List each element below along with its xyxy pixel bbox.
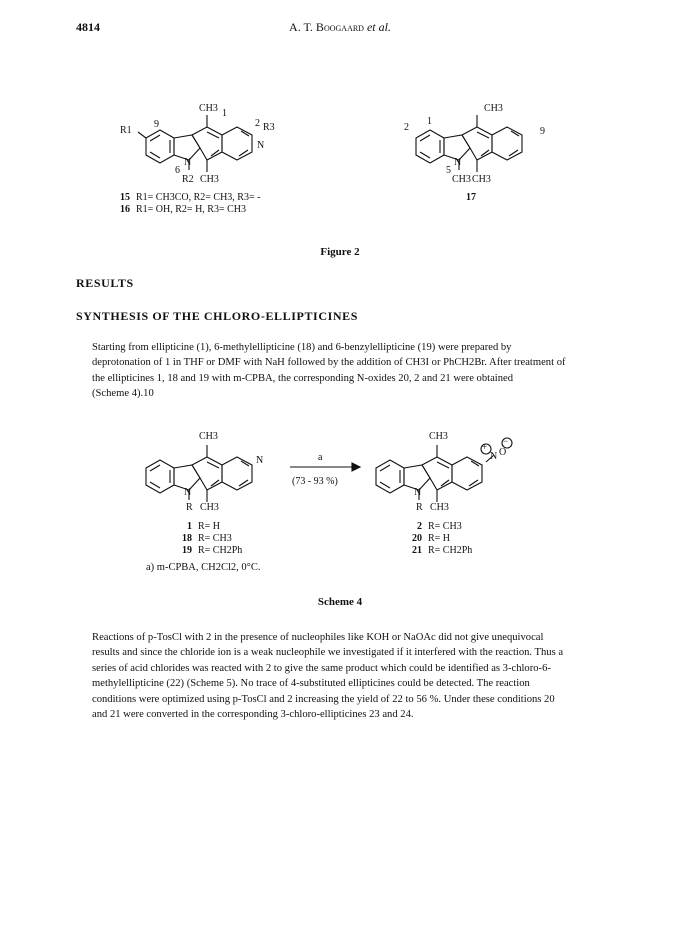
compound-19-number: 19 xyxy=(182,545,192,556)
scheme4-yield: (73 - 93 %) xyxy=(292,476,338,487)
compound-1-number: 1 xyxy=(187,521,192,532)
scheme4-product-structure xyxy=(376,438,512,502)
label-17-ch3-a: CH3 xyxy=(452,174,471,185)
compound-21-number: 21 xyxy=(412,545,422,556)
compound-20-number: 20 xyxy=(412,533,422,544)
scheme4-reagent-note: a) m-CPBA, CH2Cl2, 0°C. xyxy=(146,562,261,573)
scheme4-right-r: R xyxy=(416,502,423,513)
scheme4-left-ch3-top: CH3 xyxy=(199,431,218,442)
reaction-arrow xyxy=(290,463,360,471)
label-ch3-top-17: CH3 xyxy=(484,103,503,114)
label-position-1: 1 xyxy=(222,108,227,119)
label-position-9: 9 xyxy=(154,119,159,130)
paragraph-2 xyxy=(92,630,598,722)
label-ch3-top-15: CH3 xyxy=(199,103,218,114)
label-r1: R1 xyxy=(120,125,132,136)
compound-18-number: 18 xyxy=(182,533,192,544)
scheme4-right-ch3-top: CH3 xyxy=(429,431,448,442)
paragraph-2-line: conditions were optimized using p-TosCl and 2 increasing the yield of 22 to 56 %. Under these conditions 20 xyxy=(92,693,555,705)
paragraph-2-line: Reactions of p-TosCl with 2 in the presence of nucleophiles like KOH or NaOAc did not give unequivocal xyxy=(92,632,544,643)
scheme4-left-r: R xyxy=(186,502,193,513)
compound-20-desc: R= H xyxy=(428,533,451,544)
paragraph-1 xyxy=(92,340,598,402)
compound-2-desc: R= CH3 xyxy=(428,521,462,532)
page-number: 4814 xyxy=(76,20,100,34)
compound-2-number: 2 xyxy=(417,521,422,532)
section-heading-results: RESULTS xyxy=(76,276,134,290)
compound-17-number: 17 xyxy=(466,192,476,203)
scheme4-right-oxygen: O xyxy=(499,447,507,458)
scheme4-right-ch3-bottom: CH3 xyxy=(430,502,449,513)
compound-16-desc: R1= OH, R2= H, R3= CH3 xyxy=(136,204,246,215)
label-position-2: 2 xyxy=(255,118,260,129)
paragraph-2-line: series of acid chlorides was reacted with 2 to give the same product which could be identified as 3-chloro-6- xyxy=(92,662,551,674)
label-ch3-bottom-15: CH3 xyxy=(200,174,219,185)
paragraph-2-line: methylellipticine (22) (Scheme 5). No trace of 4-substituted ellipticines could be detected. The reaction xyxy=(92,678,530,690)
compound-15-desc: R1= CH3CO, R2= CH3, R3= - xyxy=(136,192,261,203)
paragraph-2-line: results and since the chloride ion is a weak nucleophile we investigated if it interfered with the reaction. Thus a xyxy=(92,647,564,659)
paragraph-2-line: and 21 were converted in the corresponding 3-chloro-ellipticines 23 and 24. xyxy=(92,709,414,721)
compound-19-desc: R= CH2Ph xyxy=(198,545,243,556)
scheme4-reactant-structure xyxy=(146,445,252,502)
label-position-6: 6 xyxy=(175,165,180,176)
scheme4-left-indole-n: N xyxy=(184,487,192,498)
label-17-position-1: 1 xyxy=(427,116,432,127)
arrow-label: a xyxy=(318,452,323,463)
paragraph-1-line: Starting from ellipticine (1), 6-methylellipticine (18) and 6-benzylellipticine (19) were prepared by xyxy=(92,342,512,353)
scheme-4-caption: Scheme 4 xyxy=(317,596,363,608)
minus-charge-icon: − xyxy=(503,436,509,446)
label-ring-n: N xyxy=(257,140,265,151)
running-head-authors-smallcaps: oogaard xyxy=(323,20,364,34)
paragraph-1-line: the ellipticines 1, 18 and 19 with m-CPBA, the corresponding N-oxides 20, 2 and 21 were obtained xyxy=(92,372,514,384)
label-17-position-9: 9 xyxy=(540,126,545,137)
paragraph-1-line: (Scheme 4).10 xyxy=(92,388,154,400)
scheme4-left-ring-n: N xyxy=(256,455,264,466)
compound-21-desc: R= CH2Ph xyxy=(428,545,473,556)
figure-2-caption: Figure 2 xyxy=(320,246,360,258)
compound-15-number: 15 xyxy=(120,192,130,203)
compound-1-desc: R= H xyxy=(198,521,221,532)
label-r3: R3 xyxy=(263,122,275,133)
scheme4-right-ring-n: N xyxy=(490,451,498,462)
scheme4-left-ch3-bottom: CH3 xyxy=(200,502,219,513)
compound-16-number: 16 xyxy=(120,204,130,215)
compound-18-desc: R= CH3 xyxy=(198,533,232,544)
label-indole-n: N xyxy=(184,157,192,168)
running-head-etal: et al. xyxy=(366,20,391,34)
label-17-ch3-b: CH3 xyxy=(472,174,491,185)
section-heading-synthesis: SYNTHESIS OF THE CHLORO-ELLIPTICINES xyxy=(76,309,359,323)
label-17-position-5: 5 xyxy=(446,165,451,176)
label-17-indole-n: N xyxy=(454,157,462,168)
scheme4-right-indole-n: N xyxy=(414,487,422,498)
plus-charge-icon: + xyxy=(482,442,488,452)
label-r2: R2 xyxy=(182,174,194,185)
running-head-authors: A. T. B xyxy=(289,20,324,34)
label-17-position-2: 2 xyxy=(404,122,409,133)
paragraph-1-line: deprotonation of 1 in THF or DMF with NaH followed by the addition of CH3I or PhCH2Br. After treatment of xyxy=(92,357,566,369)
